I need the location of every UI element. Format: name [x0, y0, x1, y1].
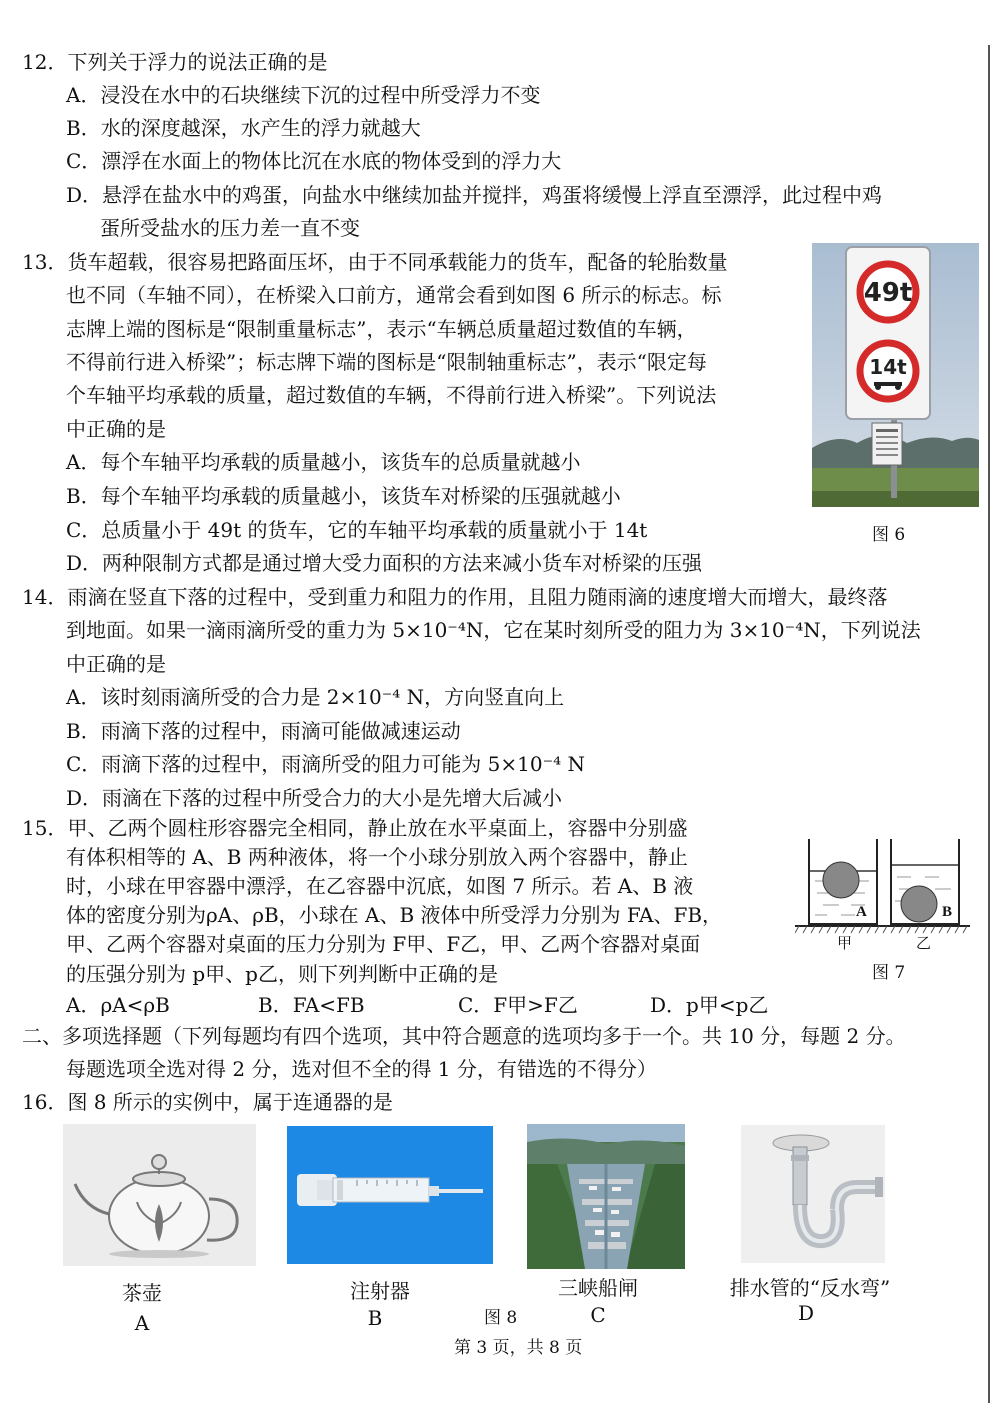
q15-stem-line-3: 时，小球在甲容器中漂浮，在乙容器中沉底，如图 7 所示。若 A、B 液 [66, 874, 694, 898]
q13-stem-line-4: 不得前行进入桥梁”；标志牌下端的图标是“限制轴重标志”，表示“限定每 [66, 350, 707, 374]
q13-stem-line-2: 也不同（车轴不同），在桥梁入口前方，通常会看到如图 6 所示的标志。标 [66, 283, 722, 307]
q14-option-a: A．该时刻雨滴所受的合力是 2×10⁻⁴ N，方向竖直向上 [66, 685, 565, 709]
section2-instructions: 每题选项全选对得 2 分，选对但不全的得 1 分，有错选的不得分） [66, 1057, 657, 1081]
fig6-road-sign-photo [812, 243, 979, 507]
q12-option-c: C．漂浮在水面上的物体比沉在水底的物体受到的浮力大 [66, 149, 562, 173]
fig7-caption: 图 7 [872, 963, 906, 983]
fig6-caption: 图 6 [872, 525, 906, 545]
q15-option-a: A．ρA<ρB [66, 993, 170, 1017]
q13-option-b: B．每个车轴平均承载的质量越小，该货车对桥梁的压强就越小 [66, 484, 621, 508]
drain-trap-image [741, 1125, 885, 1263]
section2-heading: 二、多项选择题（下列每题均有四个选项，其中符合题意的选项均多于一个。共 10 分，每题 2 分。 [22, 1024, 906, 1048]
q15-stem-line-5: 甲、乙两个容器对桌面的压力分别为 F甲、F乙，甲、乙两个容器对桌面 [66, 932, 701, 956]
q15-option-b: B．FA<FB [258, 993, 365, 1017]
q13-stem-line-6: 中正确的是 [66, 417, 166, 441]
q13-stem-line-5: 个车轴平均承载的质量，超过数值的车辆，不得前行进入桥梁”。下列说法 [66, 383, 717, 407]
sign-14t-text: 14t [869, 355, 907, 379]
fig8-caption: 图 8 [484, 1308, 518, 1328]
q13-stem-line-1: 13．货车超载，很容易把路面压坏，由于不同承载能力的货车，配备的轮胎数量 [22, 250, 728, 274]
q15-stem-line-4: 体的密度分别为ρA、ρB，小球在 A、B 液体中所受浮力分别为 FA、FB， [66, 903, 723, 927]
q14-stem-line-3: 中正确的是 [66, 652, 166, 676]
q14-stem-line-2: 到地面。如果一滴雨滴所受的重力为 5×10⁻⁴N，它在某时刻所受的阻力为 3×10⁻⁴N，下列说法 [66, 618, 921, 642]
q14-stem-line-1: 14．雨滴在竖直下落的过程中，受到重力和阻力的作用，且阻力随雨滴的速度增大而增大，最终落 [22, 585, 888, 609]
fig7-cup-jia: 甲 [837, 934, 853, 952]
q16-item-d-letter: D [797, 1301, 815, 1325]
q12-option-d: D．悬浮在盐水中的鸡蛋，向盐水中继续加盐并搅拌，鸡蛋将缓慢上浮直至漂浮，此过程中鸡 [66, 183, 883, 207]
page-footer: 第 3 页，共 8 页 [454, 1338, 583, 1358]
q12-option-a: A．浸没在水中的石块继续下沉的过程中所受浮力不变 [66, 83, 541, 107]
q16-item-b-letter: B [367, 1306, 383, 1330]
sign-49t-text: 49t [863, 278, 913, 308]
q15-stem-line-1: 15．甲、乙两个圆柱形容器完全相同，静止放在水平桌面上，容器中分别盛 [22, 816, 688, 840]
q16-stem: 16．图 8 所示的实例中，属于连通器的是 [22, 1090, 393, 1114]
q14-option-b: B．雨滴下落的过程中，雨滴可能做减速运动 [66, 719, 461, 743]
q16-item-a-letter: A [134, 1311, 150, 1335]
q13-option-c: C．总质量小于 49t 的货车，它的车轴平均承载的质量就小于 14t [66, 518, 648, 542]
q14-option-d: D．雨滴在下落的过程中所受合力的大小是先增大后减小 [66, 786, 563, 810]
q16-item-c-letter: C [590, 1303, 606, 1327]
fig7-label-a: A [856, 904, 867, 920]
q16-item-d-name: 排水管的“反水弯” [729, 1276, 891, 1300]
fig7-containers-diagram [795, 835, 970, 955]
q16-item-a-name: 茶壶 [122, 1281, 162, 1305]
ship-lock-image [527, 1124, 685, 1269]
q16-item-b-name: 注射器 [350, 1279, 410, 1303]
q15-stem-line-2: 有体积相等的 A、B 两种液体，将一个小球分别放入两个容器中，静止 [66, 845, 688, 869]
teapot-image [63, 1124, 256, 1266]
fig7-cup-yi: 乙 [916, 934, 932, 952]
q13-stem-line-3: 志牌上端的图标是“限制重量标志”，表示“车辆总质量超过数值的车辆， [66, 317, 697, 341]
q14-option-c: C．雨滴下落的过程中，雨滴所受的阻力可能为 5×10⁻⁴ N [66, 752, 586, 776]
q12-option-b: B．水的深度越深，水产生的浮力就越大 [66, 116, 421, 140]
syringe-image [287, 1126, 493, 1264]
fig7-label-b: B [942, 904, 953, 920]
q16-item-c-name: 三峡船闸 [558, 1276, 638, 1300]
q13-option-d: D．两种限制方式都是通过增大受力面积的方法来减小货车对桥梁的压强 [66, 551, 703, 575]
q12-option-d-cont: 蛋所受盐水的压力差一直不变 [100, 216, 360, 240]
q15-option-d: D．p甲<p乙 [650, 993, 769, 1017]
page-edge-line [988, 45, 990, 1403]
q15-option-c: C．F甲>F乙 [458, 993, 578, 1017]
q12-stem: 12．下列关于浮力的说法正确的是 [22, 50, 328, 74]
q13-option-a: A．每个车轴平均承载的质量越小，该货车的总质量就越小 [66, 450, 581, 474]
q15-stem-line-6: 的压强分别为 p甲、p乙，则下列判断中正确的是 [66, 962, 498, 986]
